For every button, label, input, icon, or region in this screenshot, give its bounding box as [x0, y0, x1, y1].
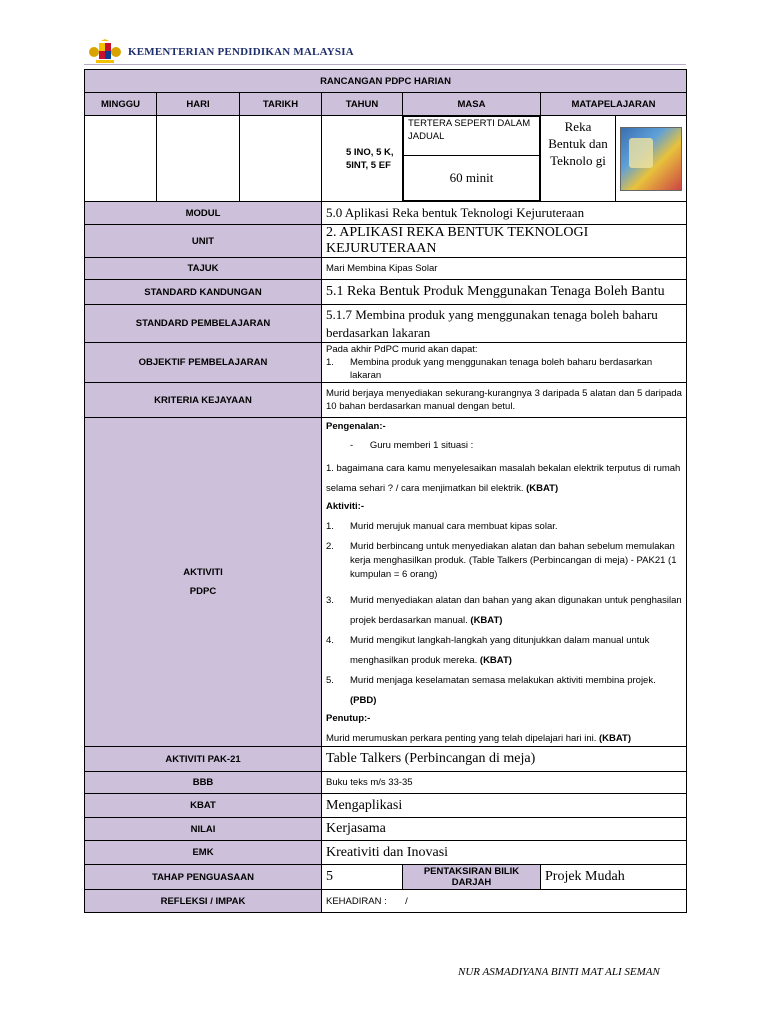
unit-value: 2. APLIKASI REKA BENTUK TEKNOLOGI KEJURUTERAAN — [322, 225, 687, 258]
objektif-number: 1. — [326, 357, 334, 368]
list-item: 4. Murid mengikut langkah-langkah yang ditunjukkan dalam manual untuk menghasilkan produk mereka. (KBAT) — [326, 635, 650, 666]
column-headers — [85, 93, 687, 116]
objektif-label: OBJEKTIF PEMBELAJARAN — [85, 343, 322, 383]
table-title: RANCANGAN PDPC HARIAN — [85, 70, 687, 93]
col-tahun: TAHUN — [322, 93, 403, 116]
col-masa: MASA — [403, 93, 541, 116]
situasi-text: Guru memberi 1 situasi : — [369, 440, 474, 451]
refleksi-label: REFLEKSI / IMPAK — [85, 890, 322, 913]
situasi-tag: (KBAT) — [526, 483, 559, 494]
header-divider — [84, 64, 686, 65]
modul-label: MODUL — [85, 202, 322, 225]
kbat-label: KBAT — [85, 794, 322, 818]
penutup-title: Penutup:- — [326, 713, 371, 724]
masa-schedule: TERTERA SEPERTI DALAM JADUAL — [404, 117, 540, 156]
subject-name: Reka Bentuk dan Teknolo gi — [541, 116, 616, 202]
refleksi-value: KEHADIRAN : / — [322, 890, 687, 913]
lesson-plan-table — [84, 69, 687, 913]
objektif-intro: Pada akhir PdPC murid akan dapat: — [326, 344, 478, 355]
pak21-value: Table Talkers (Perbincangan di meja) — [322, 747, 687, 772]
emk-value: Kreativiti dan Inovasi — [322, 841, 687, 865]
col-matapelajaran: MATAPELAJARAN — [541, 93, 687, 116]
situasi-dash: - — [350, 440, 354, 451]
col-hari: HARI — [157, 93, 240, 116]
tarikh-value — [240, 116, 322, 202]
tajuk-label: TAJUK — [85, 258, 322, 280]
pbd-label: PENTAKSIRAN BILIK DARJAH — [403, 865, 541, 890]
emk-label: EMK — [85, 841, 322, 865]
col-tarikh: TARIKH — [240, 93, 322, 116]
nilai-label: NILAI — [85, 818, 322, 841]
malaysia-crest-icon — [88, 39, 122, 65]
kbat-value: Mengaplikasi — [322, 794, 687, 818]
textbook-cover-image — [620, 127, 682, 191]
objektif-item: Membina produk yang menggunakan tenaga boleh baharu berdasarkan lakaran — [350, 357, 653, 381]
list-item: 5. Murid menjaga keselamatan semasa melakukan aktiviti membina projek. (PBD) — [326, 675, 656, 706]
bbb-label: BBB — [85, 772, 322, 794]
modul-value: 5.0 Aplikasi Reka bentuk Teknologi Kejuruteraan — [322, 202, 687, 225]
pak21-label: AKTIVITI PAK-21 — [85, 747, 322, 772]
hari-value — [157, 116, 240, 202]
situasi-question: 1. bagaimana cara kamu menyelesaikan masalah bekalan elektrik terputus di rumah selama sehari ? / cara menjimatkan bil elektrik. — [326, 463, 681, 494]
list-item: 1. Murid merujuk manual cara membuat kipas solar. — [326, 521, 558, 532]
list-item: 3. Murid menyediakan alatan dan bahan yang akan digunakan untuk penghasilan projek berdasarkan manual. (KBAT) — [326, 595, 682, 626]
pbd-value: Projek Mudah — [541, 865, 687, 890]
sk-label: STANDARD KANDUNGAN — [85, 280, 322, 305]
tahun-value: 5 INO, 5 K, 5INT, 5 EF — [322, 116, 403, 202]
ministry-name: KEMENTERIAN PENDIDIKAN MALAYSIA — [128, 46, 354, 58]
pdpc-label: PDPC — [189, 586, 217, 597]
tahap-label: TAHAP PENGUASAAN — [85, 865, 322, 890]
sp-value: 5.1.7 Membina produk yang menggunakan tenaga boleh baharu berdasarkan lakaran — [322, 305, 687, 343]
penutup-text: Murid merumuskan perkara penting yang telah dipelajari hari ini. — [326, 733, 597, 744]
sk-value: 5.1 Reka Bentuk Produk Menggunakan Tenaga Boleh Bantu — [322, 280, 687, 305]
sp-label: STANDARD PEMBELAJARAN — [85, 305, 322, 343]
activity-list — [326, 520, 682, 711]
masa-duration: 60 minit — [404, 156, 540, 201]
unit-label: UNIT — [85, 225, 322, 258]
pengenalan-title: Pengenalan:- — [326, 421, 386, 432]
aktiviti-label: AKTIVITI — [183, 567, 223, 578]
nilai-value: Kerjasama — [322, 818, 687, 841]
col-minggu: MINGGU — [85, 93, 157, 116]
author-footer: NUR ASMADIYANA BINTI MAT ALI SEMAN — [458, 966, 660, 978]
tahap-value: 5 — [322, 865, 403, 890]
minggu-value — [85, 116, 157, 202]
page-header — [88, 38, 354, 66]
tajuk-value: Mari Membina Kipas Solar — [322, 258, 687, 280]
kriteria-label: KRITERIA KEJAYAAN — [85, 383, 322, 418]
kriteria-value: Murid berjaya menyediakan sekurang-kurangnya 3 daripada 5 alatan dan 5 daripada 10 bahan berdasarkan manual dengan betul. — [322, 383, 687, 418]
info-row — [85, 116, 687, 202]
penutup-tag: (KBAT) — [599, 733, 632, 744]
bbb-value: Buku teks m/s 33-35 — [322, 772, 687, 794]
aktiviti-title: Aktiviti:- — [326, 501, 364, 512]
list-item: 2. Murid berbincang untuk menyediakan alatan dan bahan sebelum memulakan kerja menghasilkan produk. (Table Talkers (Perbincangan di meja) - PAK21 (1 kumpulan = 6 orang) — [326, 541, 677, 580]
